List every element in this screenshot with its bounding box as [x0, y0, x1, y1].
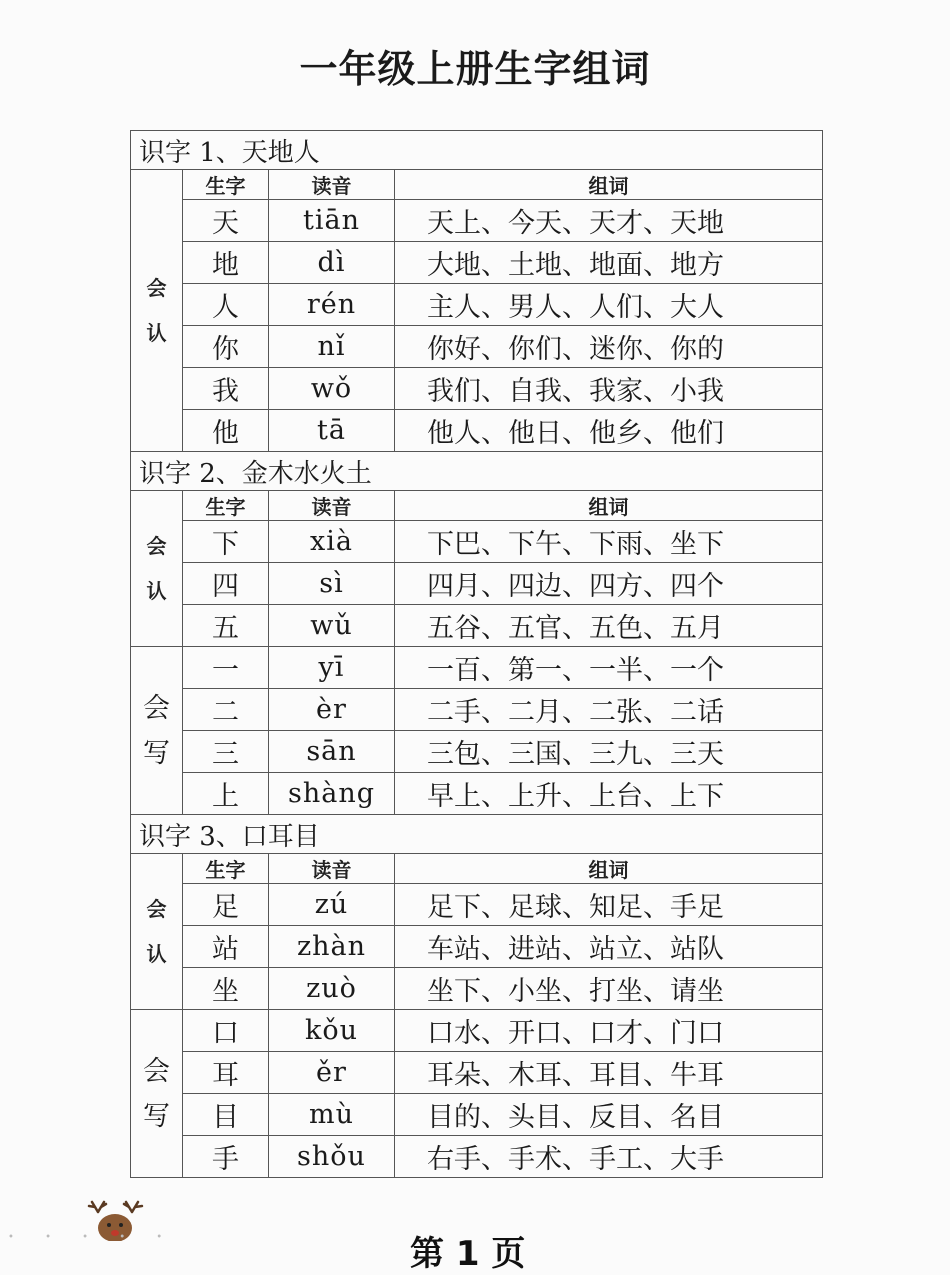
- group-label: [131, 647, 183, 815]
- char-cell: 他: [183, 410, 269, 452]
- words-cell: 他人、他日、他乡、他们: [395, 410, 823, 452]
- table-row: [131, 284, 823, 326]
- table-row: [131, 326, 823, 368]
- words-cell: 耳朵、木耳、耳目、牛耳: [395, 1052, 823, 1094]
- char-cell: 站: [183, 926, 269, 968]
- pinyin-cell: sān: [269, 731, 395, 773]
- table-row: [131, 410, 823, 452]
- words-cell: 目的、头目、反目、名目: [395, 1094, 823, 1136]
- pinyin-cell: rén: [269, 284, 395, 326]
- section-title-row: [131, 452, 823, 491]
- section-title-row: [131, 815, 823, 854]
- header-words: 组词: [395, 170, 823, 200]
- table-row: [131, 731, 823, 773]
- table-row: [131, 926, 823, 968]
- words-cell: 车站、进站、站立、站队: [395, 926, 823, 968]
- pinyin-cell: shǒu: [269, 1136, 395, 1178]
- table-row: [131, 563, 823, 605]
- table-row: [131, 773, 823, 815]
- group-label-char: 写: [143, 737, 170, 769]
- header-pinyin: 读音: [269, 854, 395, 884]
- group-label-char: 写: [143, 1100, 170, 1132]
- table-row: [131, 968, 823, 1010]
- pinyin-cell: tiān: [269, 200, 395, 242]
- pinyin-cell: dì: [269, 242, 395, 284]
- pinyin-cell: èr: [269, 689, 395, 731]
- pinyin-cell: xià: [269, 521, 395, 563]
- header-words: 组词: [395, 491, 823, 521]
- words-cell: 你好、你们、迷你、你的: [395, 326, 823, 368]
- group-label: [131, 170, 183, 452]
- char-cell: 耳: [183, 1052, 269, 1094]
- header-row: [131, 491, 823, 521]
- section-title: 识字 1、天地人: [131, 131, 823, 170]
- table-row: [131, 368, 823, 410]
- words-cell: 一百、第一、一半、一个: [395, 647, 823, 689]
- group-label-char: 会: [143, 692, 170, 724]
- words-cell: 我们、自我、我家、小我: [395, 368, 823, 410]
- section-title: 识字 3、口耳目: [131, 815, 823, 854]
- table-row: [131, 605, 823, 647]
- header-row: [131, 854, 823, 884]
- char-cell: 坐: [183, 968, 269, 1010]
- words-cell: 二手、二月、二张、二话: [395, 689, 823, 731]
- footer-dots: • • • • •: [8, 1232, 177, 1243]
- group-label-char: 会: [146, 896, 167, 921]
- group-label-char: 认: [146, 941, 167, 966]
- vocabulary-table: [130, 130, 823, 1178]
- words-cell: 三包、三国、三九、三天: [395, 731, 823, 773]
- pinyin-cell: kǒu: [269, 1010, 395, 1052]
- words-cell: 五谷、五官、五色、五月: [395, 605, 823, 647]
- words-cell: 右手、手术、手工、大手: [395, 1136, 823, 1178]
- pinyin-cell: wǒ: [269, 368, 395, 410]
- pinyin-cell: sì: [269, 563, 395, 605]
- group-label: [131, 491, 183, 647]
- pinyin-cell: ěr: [269, 1052, 395, 1094]
- section-title: 识字 2、金木水火土: [131, 452, 823, 491]
- char-cell: 三: [183, 731, 269, 773]
- pinyin-cell: yī: [269, 647, 395, 689]
- page-title: 一年级上册生字组词: [299, 47, 651, 91]
- char-cell: 五: [183, 605, 269, 647]
- table-row: [131, 1136, 823, 1178]
- words-cell: 坐下、小坐、打坐、请坐: [395, 968, 823, 1010]
- words-cell: 主人、男人、人们、大人: [395, 284, 823, 326]
- table-row: [131, 1094, 823, 1136]
- header-pinyin: 读音: [269, 170, 395, 200]
- char-cell: 地: [183, 242, 269, 284]
- pinyin-cell: zhàn: [269, 926, 395, 968]
- words-cell: 口水、开口、口才、门口: [395, 1010, 823, 1052]
- char-cell: 口: [183, 1010, 269, 1052]
- group-label-char: 会: [143, 1055, 170, 1087]
- char-cell: 目: [183, 1094, 269, 1136]
- pinyin-cell: wǔ: [269, 605, 395, 647]
- char-cell: 我: [183, 368, 269, 410]
- table-row: [131, 689, 823, 731]
- pinyin-cell: nǐ: [269, 326, 395, 368]
- char-cell: 下: [183, 521, 269, 563]
- section-title-row: [131, 131, 823, 170]
- char-cell: 二: [183, 689, 269, 731]
- words-cell: 天上、今天、天才、天地: [395, 200, 823, 242]
- char-cell: 人: [183, 284, 269, 326]
- words-cell: 下巴、下午、下雨、坐下: [395, 521, 823, 563]
- table-row: [131, 242, 823, 284]
- group-label: [131, 1010, 183, 1178]
- header-words: 组词: [395, 854, 823, 884]
- char-cell: 四: [183, 563, 269, 605]
- table-row: [131, 1010, 823, 1052]
- group-label: [131, 854, 183, 1010]
- table-row: [131, 884, 823, 926]
- char-cell: 你: [183, 326, 269, 368]
- header-char: 生字: [183, 170, 269, 200]
- char-cell: 天: [183, 200, 269, 242]
- pinyin-cell: tā: [269, 410, 395, 452]
- header-pinyin: 读音: [269, 491, 395, 521]
- header-char: 生字: [183, 854, 269, 884]
- group-label-char: 认: [146, 320, 167, 345]
- words-cell: 大地、土地、地面、地方: [395, 242, 823, 284]
- header-row: [131, 170, 823, 200]
- page-number: 第 1 页: [410, 1234, 526, 1274]
- table-row: [131, 1052, 823, 1094]
- header-char: 生字: [183, 491, 269, 521]
- words-cell: 四月、四边、四方、四个: [395, 563, 823, 605]
- char-cell: 一: [183, 647, 269, 689]
- pinyin-cell: mù: [269, 1094, 395, 1136]
- group-label-char: 会: [146, 275, 167, 300]
- table-row: [131, 521, 823, 563]
- pinyin-cell: zuò: [269, 968, 395, 1010]
- group-label-char: 认: [146, 578, 167, 603]
- words-cell: 早上、上升、上台、上下: [395, 773, 823, 815]
- pinyin-cell: shàng: [269, 773, 395, 815]
- char-cell: 上: [183, 773, 269, 815]
- words-cell: 足下、足球、知足、手足: [395, 884, 823, 926]
- table-row: [131, 647, 823, 689]
- table-row: [131, 200, 823, 242]
- pinyin-cell: zú: [269, 884, 395, 926]
- char-cell: 足: [183, 884, 269, 926]
- char-cell: 手: [183, 1136, 269, 1178]
- group-label-char: 会: [146, 533, 167, 558]
